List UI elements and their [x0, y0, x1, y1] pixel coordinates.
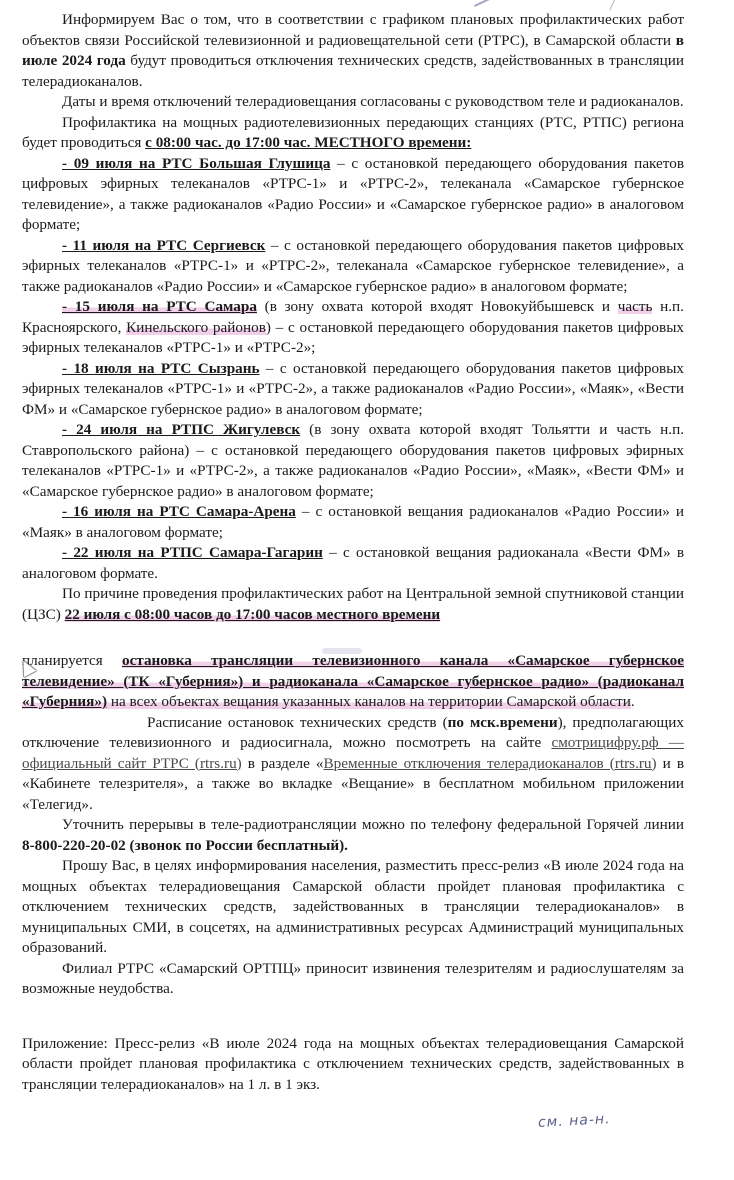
schedule-text: (в зону охвата которой входят Новокуйбышевск и: [256, 298, 618, 315]
schedule-date-station: - 18 июля на РТС Сызрань: [62, 359, 260, 377]
hotline-phone: 8-800-220-20-02 (звонок по России бесплатный).: [22, 836, 348, 854]
text: Информируем Вас о том, что в соответствии с графиком плановых профилактических работ объектов связи Российской телевизионной и радиовещательной сети (РТРС), в Самарской области: [22, 11, 684, 49]
text: .: [630, 693, 635, 710]
schedule-date-station: - 16 июля на РТС Самара-Арена: [62, 503, 296, 520]
schedule-text: – с остановкой передающего оборудования пакетов цифровых эфирных телеканалов «РТРС-1» и «РТРС-2», телеканала «Самарское губернское телевидение», а также радиоканалов «Радио России» и «Самарское губернское радио» в аналоговом формате;: [22, 154, 684, 233]
schedule-item: [22, 297, 684, 359]
paragraph-czs: [22, 584, 684, 625]
paragraph-appendix: Приложение: Пресс-релиз «В июле 2024 года на мощных объектах телерадиовещания Самарской области пройдет плановая профилактика с отключением технических средств, задействованных в трансляции телерадиоканалов» на 1 л. в 1 экз.: [22, 1034, 684, 1093]
bold-text: в июле 2024 года: [22, 31, 684, 69]
schedule-item: [22, 359, 684, 421]
text: Уточнить перерывы в теле-радиотрансляции можно по телефону федеральной Горячей линии: [62, 816, 684, 833]
schedule-text: (в зону охвата которой входят Тольятти и часть н.п. Ставропольского района) – с остановкой передающего оборудования пакетов цифровых эфирных телеканалов «РТРС-1» и «РТРС-2», а также радиоканалов «Радио России», «Маяк», «Вести ФМ» и «Самарское губернское радио» в аналоговом формате;: [22, 421, 685, 500]
paragraph-agreement: Даты и время отключений телерадиовещания согласованы с руководством теле и радиоканалов.: [62, 93, 684, 110]
schedule-text: – с остановкой передающего оборудования пакетов цифровых эфирных телеканалов «РТРС-1» и «РТРС-2», а также радиоканалов «Радио России», «Маяк», «Вести ФМ» и «Самарское губернское радио» в аналоговом формате;: [22, 359, 685, 418]
text: По причине проведения профилактических работ на Центральной земной спутниковой станции (ЦЗС): [22, 585, 684, 623]
paragraph-schedule-link: [22, 713, 684, 816]
document-body: [22, 10, 684, 1095]
paragraph-intro: [22, 10, 684, 92]
highlighted-text: Кинельского районов: [126, 318, 266, 336]
text: будут проводиться отключения технических средств, задействованных в трансляции телерадиоканалов.: [22, 52, 684, 90]
rtrs-site-link[interactable]: смотрицифру.рф — официальный сайт РТРС (rtrs.ru): [22, 734, 684, 772]
schedule-date-station: - 15 июля на РТС Самара: [62, 298, 257, 315]
schedule-item: [22, 502, 684, 543]
schedule-item: [22, 420, 684, 502]
schedule-text: – с остановкой передающего оборудования пакетов цифровых эфирных телеканалов «РТРС-1» и «РТРС-2», телеканала «Самарское губернское телевидение», а также радиоканалов «Радио России» и «Самарское губернское радио» в аналоговом формате;: [22, 236, 685, 295]
schedule-text: ) – с остановкой передающего оборудования пакетов цифровых эфирных телеканалов «РТРС-1» и «РТРС-2»;: [22, 318, 684, 356]
schedule-date-station: - 11 июля на РТС Сергиевск: [62, 236, 266, 254]
paragraph-hotline: [22, 815, 684, 856]
bold-underlined-text: остановка трансляции телевизионного канала «Самарское губернское телевидение» (ТК «Губерния») и радиоканала «Самарское губернское радио» (радиоканал «Губерния»): [22, 652, 684, 710]
schedule-date-station: - 09 июля на РТС Большая Глушица: [62, 154, 331, 172]
text: и в «Кабинете телезрителя», а также во вкладке «Вещание» в бесплатном мобильном приложении «Телегид».: [22, 754, 684, 813]
text: Профилактика на мощных радиотелевизионных передающих станциях (РТС, РТПС) региона будет проводиться: [22, 113, 684, 151]
highlighted-text: на всех объектах вещания указанных каналов на территории Самарской области: [107, 693, 631, 710]
schedule-text: – с остановкой вещания радиоканалов «Радио России» и «Маяк» в аналоговом формате;: [22, 503, 684, 541]
text: в разделе «: [241, 754, 324, 772]
schedule-item: [22, 236, 684, 298]
text: ), предполагающих отключение телевизионного и радиосигнала, можно посмотреть на сайте: [22, 713, 684, 751]
schedule-item: [22, 543, 684, 584]
paragraph-apology: Филиал РТРС «Самарский ОРТПЦ» приносит извинения телезрителям и радиослушателям за возможные неудобства.: [22, 959, 684, 997]
schedule-text: н.п. Красноярского,: [22, 298, 684, 336]
text: Расписание остановок технических средств (: [147, 713, 448, 731]
schedule-date-station: - 24 июля на РТПС Жигулевск: [62, 421, 301, 438]
temporary-outages-link[interactable]: Временные отключения телерадиоканалов (rtrs.ru): [323, 754, 657, 772]
bold-underlined-time: с 08:00 час. до 17:00 час. МЕСТНОГО времени:: [145, 134, 472, 151]
handwritten-note: см. на-н.: [537, 1111, 611, 1131]
bold-text: по мск.времени: [447, 713, 558, 731]
schedule-date-station: - 22 июля на РТПС Самара-Гагарин: [62, 544, 323, 561]
scan-smudge: [322, 648, 362, 654]
highlighted-text: часть: [617, 298, 653, 315]
paragraph-stop-broadcast: [22, 651, 684, 713]
paragraph-schedule-intro: [22, 113, 684, 154]
schedule-text: – с остановкой вещания радиоканала «Вести ФМ» в аналоговом формате.: [22, 544, 684, 582]
paragraph-request: Прошу Вас, в целях информирования населения, разместить пресс-релиз «В июле 2024 года на мощных объектах телерадиовещания Самарской области пройдет плановая профилактика с отключением технических средств, задействованных в трансляции телерадиоканалов» в муниципальных СМИ, в соцсетях, на административных ресурсах Администраций муниципальных образований.: [22, 857, 684, 956]
text: планируется: [22, 652, 122, 669]
bold-underlined-time: 22 июля с 08:00 часов до 17:00 часов местного времени: [64, 605, 441, 623]
schedule-item: [22, 154, 684, 236]
